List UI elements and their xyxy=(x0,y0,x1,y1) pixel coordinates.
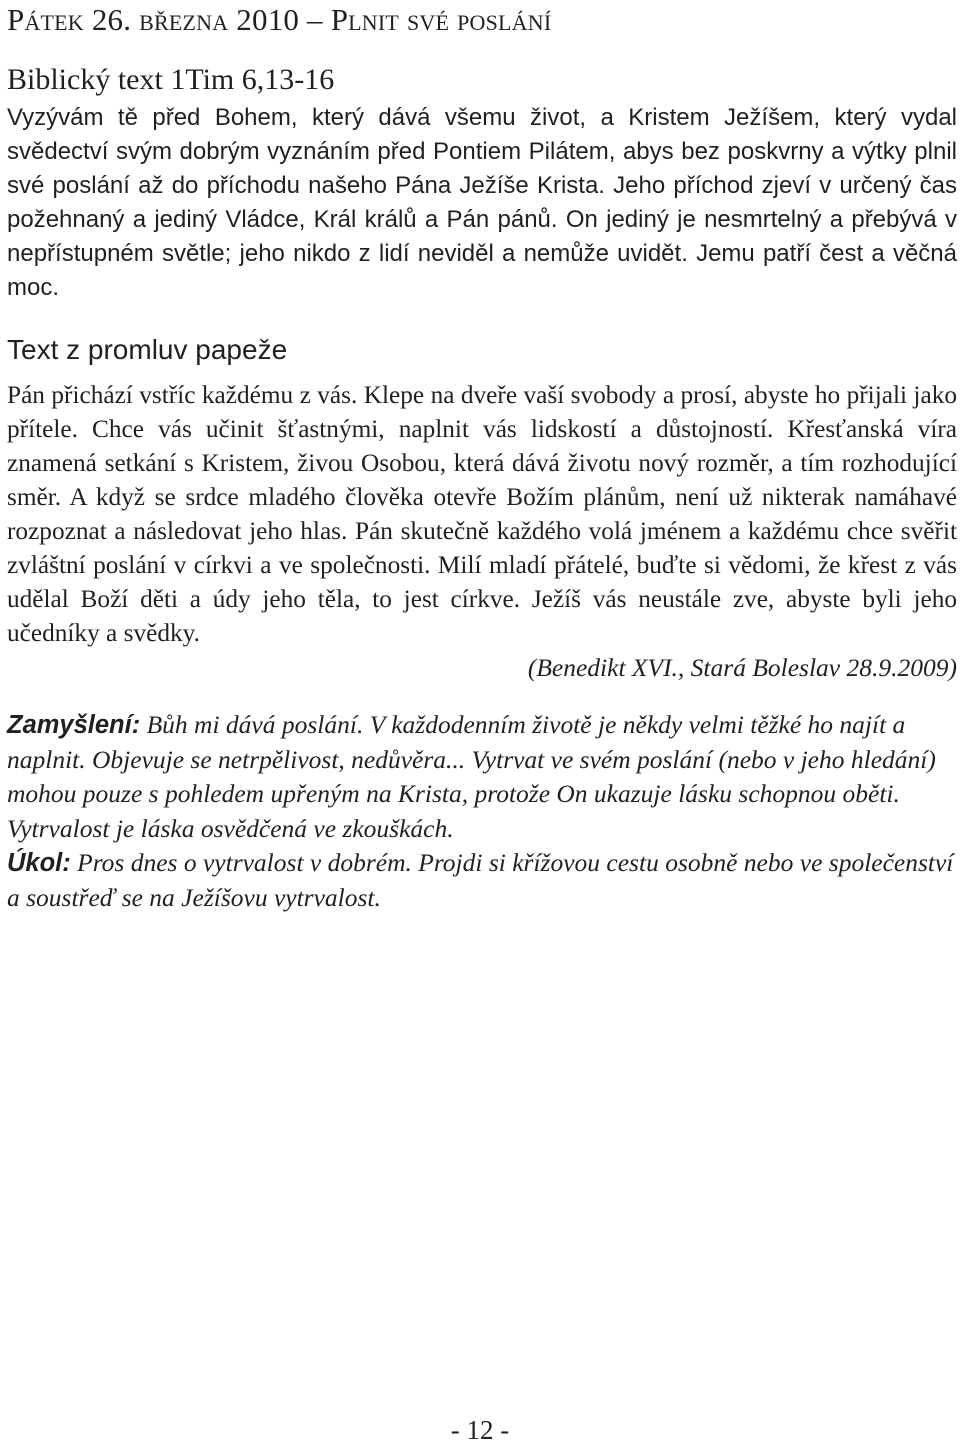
pope-text-heading: Text z promluv papeže xyxy=(7,334,288,365)
pope-citation: (Benedikt XVI., Stará Boleslav 28.9.2009) xyxy=(527,653,957,682)
page-number: - 12 - xyxy=(450,1415,510,1445)
task-text: Pros dnes o vytrvalost v dobrém. Projdi si křížovou cestu osobně nebo ve společenství a soustřeď se na Ježíšovu vytrvalost. xyxy=(7,848,954,912)
task-label: Úkol: xyxy=(7,849,71,877)
reflection-block xyxy=(7,708,957,915)
reflection-label: Zamyšlení: xyxy=(7,711,141,739)
pope-text-paragraph: Pán přichází vstříc každému z vás. Klepe na dveře vaší svobody a prosí, abyste ho přijali jako přítele. Chce vás učinit šťastnými, naplnit vás lidskostí a důstojností. Křesťanská víra znamená setkání s Kristem, živou Osobou, která dává životu nový rozměr, a tím rozhodující směr. A když se srdce mladého člověka otevře Božím plánům, není už nikterak namáhavé rozpoznat a následovat jeho hlas. Pán skutečně každého volá jménem a každému chce svěřit zvláštní poslání v církvi a ve společnosti. Milí mladí přátelé, buďte si vědomi, že křest z vás udělal Boží děti a údy jeho těla, to jest církve. Ježíš vás neustále zve, abyste byli jeho učedníky a svědky. xyxy=(7,381,957,647)
bible-text-paragraph: Vyzývám tě před Bohem, který dává všemu život, a Kristem Ježíšem, který vydal svědectví svým dobrým vyznáním před Pontiem Pilátem, abys bez poskvrny a výtky plnil své poslání až do příchodu našeho Pána Ježíše Krista. Jeho příchod zjeví v určený čas požehnaný a jediný Vládce, Král králů a Pán pánů. On jediný je nesmrtelný a přebývá v nepřístupném světle; jeho nikdo z lidí neviděl a nemůže uvidět. Jemu patří čest a věčná moc. xyxy=(7,104,957,301)
bible-text-heading: Biblický text 1Tim 6,13-16 xyxy=(7,63,335,96)
page-title: Pátek 26. března 2010 – Plnit své poslání xyxy=(7,2,552,37)
reflection-text: Bůh mi dává poslání. V každodenním životě je někdy velmi těžké ho najít a naplnit. Objevuje se netrpělivost, nedůvěra... Vytrvat ve svém poslání (nebo v jeho hledání) mohou pouze s pohledem upřeným na Krista, protože On ukazuje lásku schopnou oběti. Vytrvalost je láska osvědčená ve zkouškách. xyxy=(7,710,936,843)
